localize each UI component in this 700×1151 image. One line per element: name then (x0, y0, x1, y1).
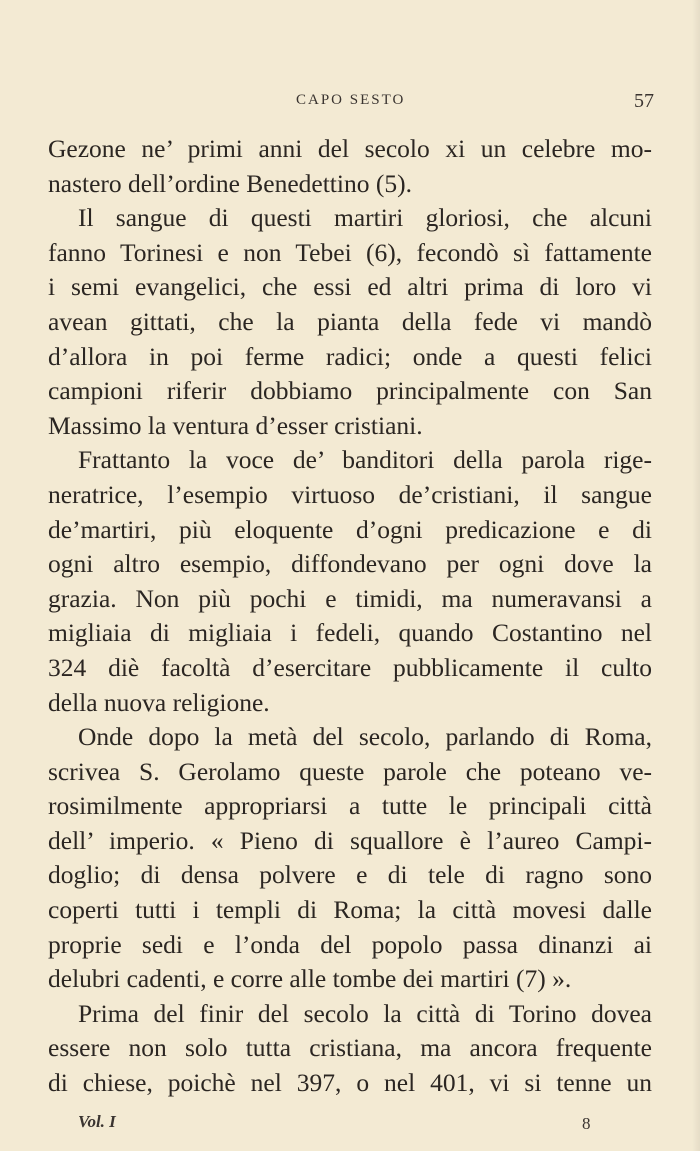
text-line: grazia. Non più pochi e timidi, ma numeravansi a (48, 583, 652, 613)
text-line: Massimo la ventura d’esser cristiani. (48, 410, 423, 440)
text-line: di chiese, poichè nel 397, o nel 401, vi si tenne un (48, 1068, 652, 1098)
text-line: scrivea S. Gerolamo queste parole che poteano ve- (48, 756, 652, 786)
text-line: doglio; di densa polvere e di tele di ragno sono (48, 860, 652, 890)
text-line: Il sangue di questi martiri gloriosi, che alcuni (78, 203, 652, 233)
text-line: coperti tutti i templi di Roma; la città movesi dalle (48, 895, 652, 925)
page-number: 57 (634, 90, 654, 112)
text-line: campioni riferir dobbiamo principalmente con San (48, 376, 652, 406)
text-line: Frattanto la voce de’ banditori della parola rige- (78, 445, 652, 475)
running-head (0, 92, 700, 116)
text-line: Gezone ne’ primi anni del secolo xi un celebre mo- (48, 134, 652, 163)
text-line: nastero dell’ordine Benedettino (5). (48, 168, 412, 198)
text-line: proprie sedi e l’onda del popolo passa dinanzi ai (48, 929, 652, 959)
text-line: avean gittati, che la pianta della fede vi mandò (48, 306, 652, 336)
signature-mark: 8 (582, 1114, 591, 1133)
text-line: della nuova religione. (48, 687, 270, 717)
text-line: neratrice, l’esempio virtuoso de’cristiani, il sangue (48, 479, 652, 509)
text-line: Prima del finir del secolo la città di Torino dovea (78, 998, 652, 1028)
text-line: essere non solo tutta cristiana, ma ancora frequente (48, 1033, 652, 1063)
volume-signature: Vol. I (78, 1112, 116, 1131)
page-edge-shadow (692, 0, 700, 1151)
text-line: rosimilmente appropriarsi a tutte le principali città (48, 791, 652, 821)
text-line: ogni altro esempio, diffondevano per ogni dove la (48, 549, 652, 579)
text-line: 324 diè facoltà d’esercitare pubblicamente il culto (48, 652, 652, 682)
page-footer (0, 1112, 700, 1142)
body-text (48, 132, 652, 1101)
text-line: de’martiri, più eloquente d’ogni predicazione e di (48, 514, 652, 544)
text-line: migliaia di migliaia i fedeli, quando Costantino nel (48, 618, 652, 648)
text-line: Onde dopo la metà del secolo, parlando di Roma, (78, 722, 652, 752)
text-line: fanno Torinesi e non Tebei (6), fecondò sì fattamente (48, 237, 652, 267)
text-line: i semi evangelici, che essi ed altri prima di loro vi (48, 272, 652, 302)
text-line: d’allora in poi ferme radici; onde a questi felici (48, 341, 652, 371)
running-title: CAPO SESTO (296, 92, 406, 108)
text-line: dell’ imperio. « Pieno di squallore è l’aureo Campi- (48, 825, 652, 855)
text-line: delubri cadenti, e corre alle tombe dei martiri (7) ». (48, 964, 572, 994)
